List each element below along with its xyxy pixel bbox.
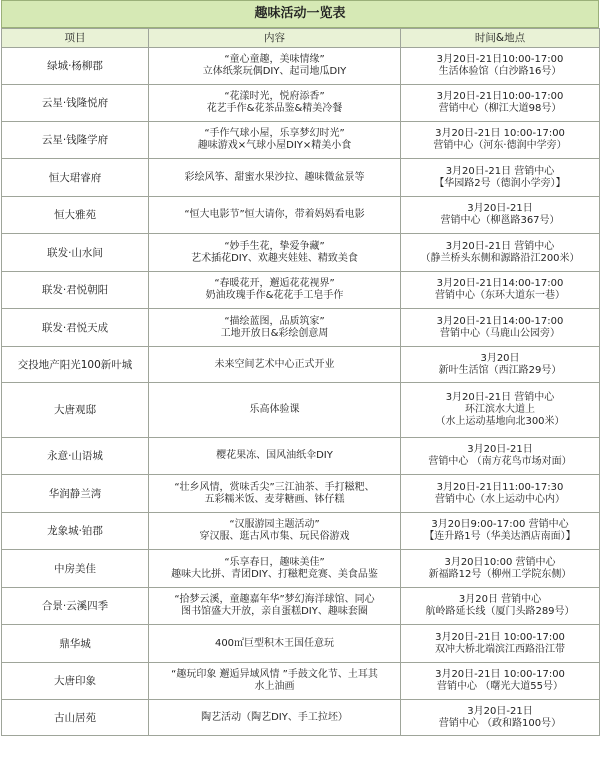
table-row — [2, 700, 600, 736]
sheet-title: 趣味活动一览表 — [1, 0, 599, 28]
content-cell: “描绘蓝图，品质筑家” 工地开放日&彩绘创意周 — [149, 309, 401, 347]
content-cell: “花漾时光，悦府添香” 花艺手作&花茶品鉴&精美冷餐 — [149, 85, 401, 122]
table-row — [2, 122, 600, 159]
content-cell: “春暖花开，邂逅花花视界” 奶油玫瑰手作&花花手工皂手作 — [149, 272, 401, 309]
table-row — [2, 347, 600, 383]
time-location-cell: 3月20日9:00-17:00 营销中心 【连升路1号（华美达酒店南面）】 — [401, 513, 600, 550]
project-cell: 云星·钱隆悦府 — [2, 85, 149, 122]
project-cell: 华润静兰湾 — [2, 475, 149, 513]
project-cell: 绿城·杨柳郡 — [2, 48, 149, 85]
content-cell: “手作气球小屋，乐享梦幻时光” 趣味游戏×气球小屋DIY×精美小食 — [149, 122, 401, 159]
content-cell: 未来空间艺术中心正式开业 — [149, 347, 401, 383]
project-cell: 大唐观邸 — [2, 383, 149, 438]
project-cell: 联发·君悦天成 — [2, 309, 149, 347]
project-cell: 鼎华城 — [2, 625, 149, 663]
activity-table — [1, 28, 600, 736]
time-location-cell: 3月20日-21日 营销中心 【华园路2号（德润小学旁）】 — [401, 159, 600, 197]
time-location-cell: 3月20日-21日 营销中心（柳邕路367号） — [401, 197, 600, 234]
table-row — [2, 550, 600, 588]
header-content: 内容 — [149, 29, 401, 48]
project-cell: 大唐印象 — [2, 663, 149, 700]
project-cell: 永意·山语城 — [2, 438, 149, 475]
project-cell: 中房美佳 — [2, 550, 149, 588]
time-location-cell: 3月20日10:00 营销中心 新福路12号（柳州工学院东侧） — [401, 550, 600, 588]
time-location-cell: 3月20日-21日 营销中心 （南方花鸟市场对面） — [401, 438, 600, 475]
content-cell: “汉服游园主题活动” 穿汉服、逛古风市集、玩民俗游戏 — [149, 513, 401, 550]
content-cell: “童心童趣，美味情缘” 立体纸浆玩偶DIY、起司地瓜DIY — [149, 48, 401, 85]
time-location-cell: 3月20日-21日10:00-17:00 营销中心（柳江大道98号） — [401, 85, 600, 122]
content-cell: “恒大电影节”恒大请你，带着妈妈看电影 — [149, 197, 401, 234]
time-location-cell: 3月20日 新叶生活馆（西江路29号） — [401, 347, 600, 383]
time-location-cell: 3月20日-21日14:00-17:00 营销中心（东环大道东一巷） — [401, 272, 600, 309]
project-cell: 交投地产阳光100新叶城 — [2, 347, 149, 383]
table-row — [2, 309, 600, 347]
content-cell: 陶艺活动（陶艺DIY、手工拉坯） — [149, 700, 401, 736]
time-location-cell: 3月20日-21日 10:00-17:00 营销中心（河东·德润中学旁） — [401, 122, 600, 159]
content-cell: 樱花果冻、国风油纸伞DIY — [149, 438, 401, 475]
content-cell: “妙手生花，挚爱争藏” 艺术插花DIY、欢趣夹娃娃、精致美食 — [149, 234, 401, 272]
time-location-cell: 3月20日-21日11:00-17:30 营销中心（水上运动中心内） — [401, 475, 600, 513]
header-project: 项目 — [2, 29, 149, 48]
time-location-cell: 3月20日-21日 营销中心 环江滨水大道上 （水上运动基地向北300米） — [401, 383, 600, 438]
project-cell: 恒大珺睿府 — [2, 159, 149, 197]
content-cell: 彩绘风筝、甜蜜水果沙拉、趣味微盆景等 — [149, 159, 401, 197]
project-cell: 恒大雅苑 — [2, 197, 149, 234]
table-row — [2, 663, 600, 700]
time-location-cell: 3月20日 营销中心 航岭路延长线（厦门头路289号） — [401, 588, 600, 625]
table-row — [2, 234, 600, 272]
table-row — [2, 383, 600, 438]
table-row — [2, 438, 600, 475]
time-location-cell: 3月20日-21日 营销中心 （静兰桥头东侧和源路沿江200米） — [401, 234, 600, 272]
table-row — [2, 48, 600, 85]
project-cell: 联发·君悦朝阳 — [2, 272, 149, 309]
project-cell: 龙象城·铂郡 — [2, 513, 149, 550]
project-cell: 古山居苑 — [2, 700, 149, 736]
table-row — [2, 159, 600, 197]
schedule-sheet — [1, 0, 599, 736]
table-row — [2, 85, 600, 122]
time-location-cell: 3月20日-21日 营销中心 （政和路100号） — [401, 700, 600, 736]
time-location-cell: 3月20日-21日10:00-17:00 生活体验馆（白沙路16号） — [401, 48, 600, 85]
content-cell: “拾梦云溪，童趣嘉年华”梦幻海洋球馆、同心 图书馆盛大开放，亲自蛋糕DIY、趣味套圈 — [149, 588, 401, 625]
content-cell: 400㎡巨型积木王国任意玩 — [149, 625, 401, 663]
project-cell: 云星·钱隆学府 — [2, 122, 149, 159]
table-row — [2, 272, 600, 309]
project-cell: 合景·云溪四季 — [2, 588, 149, 625]
table-row — [2, 475, 600, 513]
content-cell: 乐高体验课 — [149, 383, 401, 438]
content-cell: “乐享春日，趣味美佳” 趣味大比拼、青团DIY、打糍粑竞赛、美食品鉴 — [149, 550, 401, 588]
table-row — [2, 588, 600, 625]
time-location-cell: 3月20日-21日 10:00-17:00 双冲大桥北端滨江西路沿江带 — [401, 625, 600, 663]
table-row — [2, 197, 600, 234]
header-time: 时间&地点 — [401, 29, 600, 48]
header-row — [2, 29, 600, 48]
time-location-cell: 3月20日-21日14:00-17:00 营销中心（马鹿山公园旁） — [401, 309, 600, 347]
table-row — [2, 513, 600, 550]
content-cell: “趣玩印象 邂逅异域风情 ”手鼓文化节、土耳其 水上油画 — [149, 663, 401, 700]
content-cell: “壮乡风情，赏味舌尖”三江油茶、手打糍粑、 五彩糯米饭、麦芽糖画、钵仔糕 — [149, 475, 401, 513]
project-cell: 联发·山水间 — [2, 234, 149, 272]
time-location-cell: 3月20日-21日 10:00-17:00 营销中心 （曙光大道55号） — [401, 663, 600, 700]
table-row — [2, 625, 600, 663]
